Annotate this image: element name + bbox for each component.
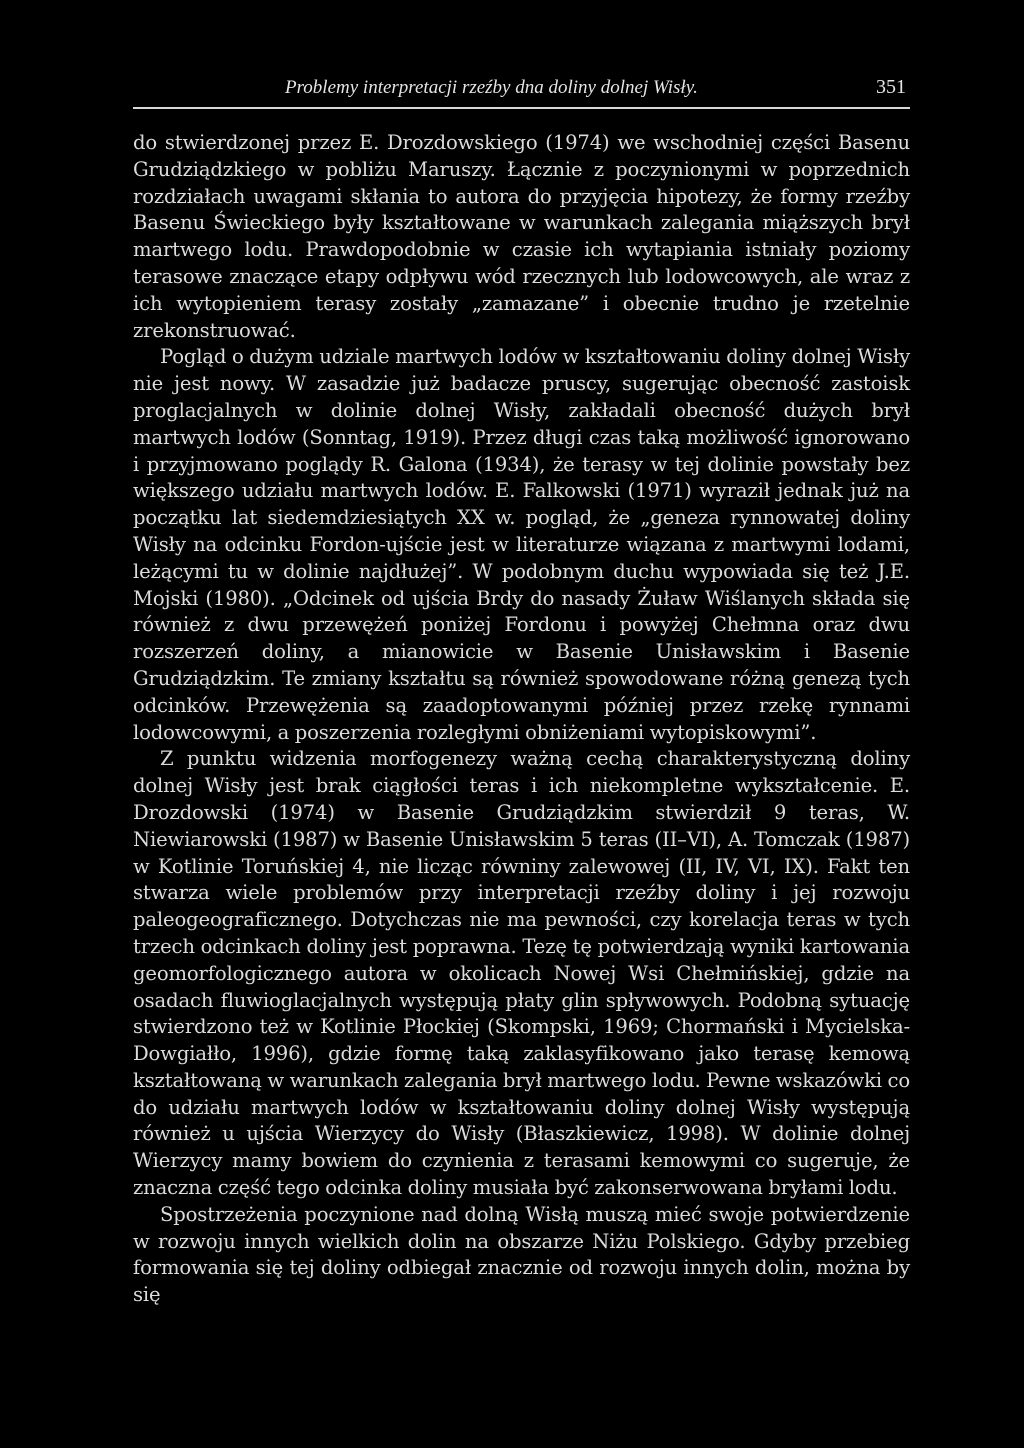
paragraph-1: do stwierdzonej przez E. Drozdowskiego (1974) we wschodniej części Basenu Grudziądzkiego w pobliżu Maruszy. Łącznie z poczynionymi w poprzednich rozdziałach uwagami skłania to autora do przyjęcia hipotezy, że formy rzeźby Basenu Świeckiego były kształtowane w warunkach zalegania miąższych brył martwego lodu. Prawdopodobnie w czasie ich wytapiania istniały poziomy terasowe znaczące etapy odpływu wód rzecznych lub lodowcowych, ale wraz z ich wytopieniem terasy zostały „zamazane” i obecnie trudno je rzetelnie zrekonstruować. [133, 131, 910, 342]
running-head [133, 76, 910, 99]
book-page [133, 76, 910, 1309]
body-text [133, 130, 910, 1309]
header-rule [133, 107, 910, 109]
paragraph-3: Z punktu widzenia morfogenezy ważną cechą charakterystyczną doliny dolnej Wisły jest brak ciągłości teras i ich niekompletne wykształcenie. E. Drozdowski (1974) w Basenie Grudziądzkim stwierdził 9 teras, W. Niewiarowski (1987) w Basenie Unisławskim 5 teras (II–VI), A. Tomczak (1987) w Kotlinie Toruńskiej 4, nie licząc równiny zalewowej (II, IV, VI, IX). Fakt ten stwarza wiele problemów przy interpretacji rzeźby doliny i jej rozwoju paleogeograficznego. Dotychczas nie ma pewności, czy korelacja teras w tych trzech odcinkach doliny jest poprawna. Tezę tę potwierdzają wyniki kartowania geomorfologicznego autora w okolicach Nowej Wsi Chełmińskiej, gdzie na osadach fluwioglacjalnych występują płaty glin spływowych. Podobną sytuację stwierdzono też w Kotlinie Płockiej (Skompski, 1969; Chormański i Mycielska-Dowgiałło, 1996), gdzie formę taką zaklasyfikowano jako terasę kemową kształtowaną w warunkach zalegania brył martwego lodu. Pewne wskazówki co do udziału martwych lodów w kształtowaniu doliny dolnej Wisły występują również u ujścia Wierzycy do Wisły (Błaszkiewicz, 1998). W dolinie dolnej Wierzycy mamy bowiem do czynienia z terasami kemowymi co sugeruje, że znaczna część tego odcinka doliny musiała być zakonserwowana bryłami lodu. [133, 747, 910, 1200]
running-title: Problemy interpretacji rzeźby dna doliny dolnej Wisły. [285, 77, 698, 98]
paragraph-2: Pogląd o dużym udziale martwych lodów w kształtowaniu doliny dolnej Wisły nie jest nowy. W zasadzie już badacze pruscy, sugerując obecność zastoisk proglacjalnych w dolinie dolnej Wisły, zakładali obecność dużych brył martwych lodów (Sonntag, 1919). Przez długi czas taką możliwość ignorowano i przyjmowano poglądy R. Galona (1934), że terasy w tej dolinie powstały bez większego udziału martwych lodów. E. Falkowski (1971) wyraził jednak już na początku lat siedemdziesiątych XX w. pogląd, że „geneza rynnowatej doliny Wisły na odcinku Fordon-ujście jest w literaturze wiązana z martwymi lodami, leżącymi tu w dolinie najdłużej”. W podobnym duchu wypowiada się też J.E. Mojski (1980). „Odcinek od ujścia Brdy do nasady Żuław Wiślanych składa się również z dwu przewężeń poniżej Fordonu i powyżej Chełmna oraz dwu rozszerzeń doliny, a mianowicie w Basenie Unisławskim i Basenie Grudziądzkim. Te zmiany kształtu są również spowodowane różną genezą tych odcinków. Przewężenia są zaadoptowanymi później przez rzekę rynnami lodowcowymi, a poszerzenia rozległymi obniżeniami wytopiskowymi”. [133, 345, 910, 744]
page-number: 351 [876, 76, 906, 98]
paragraph-4: Spostrzeżenia poczynione nad dolną Wisłą muszą mieć swoje potwierdzenie w rozwoju innych wielkich dolin na obszarze Niżu Polskiego. Gdyby przebieg formowania się tej doliny odbiegał znacznie od rozwoju innych dolin, można by się [133, 1202, 910, 1307]
